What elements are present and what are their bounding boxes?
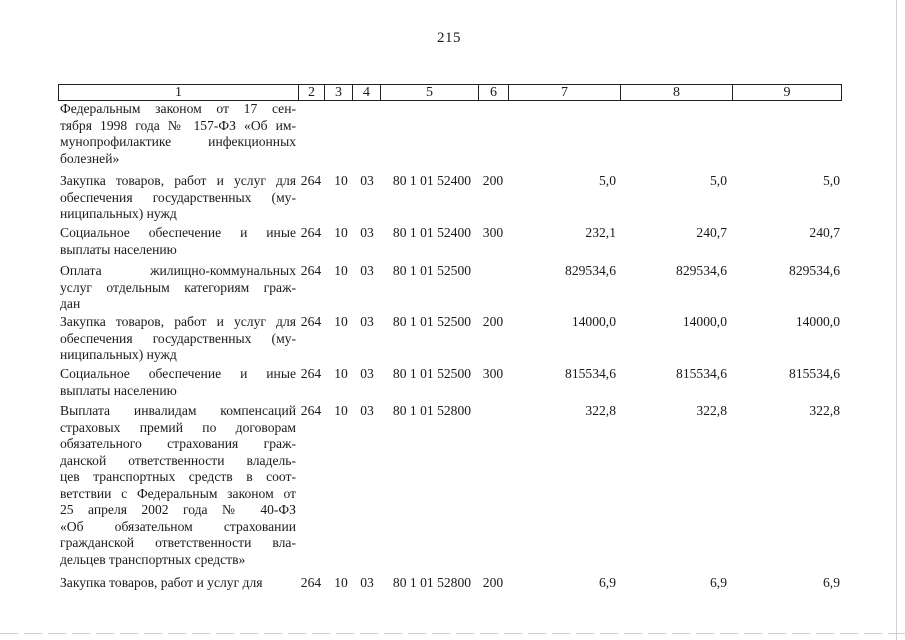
cell-c4: 03 (360, 403, 374, 418)
description-line: «Об обязательном страховании (60, 518, 296, 534)
page-number: 215 (437, 30, 461, 46)
cell-c8: 815534,6 (676, 366, 727, 381)
cell-c4: 03 (360, 225, 374, 240)
cell-c7: 14000,0 (571, 314, 616, 329)
cell-c7: 232,1 (585, 225, 616, 240)
cell-c3: 10 (334, 173, 348, 188)
cell-c9: 322,8 (809, 403, 840, 418)
row-description (60, 575, 296, 592)
cell-c4: 03 (360, 173, 374, 188)
column-header-1: 1 (59, 85, 299, 100)
cell-c3: 10 (334, 263, 348, 278)
cell-c5: 80 1 01 52800 (392, 575, 472, 590)
row-description (60, 366, 296, 399)
cell-c4: 03 (360, 366, 374, 381)
description-line: Закупка товаров, работ и услуг для (60, 173, 296, 188)
row-description (60, 403, 296, 568)
cell-c6: 200 (482, 314, 504, 329)
cell-c2: 264 (300, 173, 322, 188)
cell-c5: 80 1 01 52800 (392, 403, 472, 418)
description-line: тября 1998 года № 157-ФЗ «Об им- (60, 117, 296, 133)
description-line: болезней» (60, 150, 120, 166)
column-header-6: 6 (479, 85, 509, 100)
description-line: Социальное обеспечение и иные (60, 366, 296, 381)
cell-c2: 264 (300, 225, 322, 240)
description-line: мунопрофилактике инфекционных (60, 134, 296, 149)
description-line: 25 апреля 2002 года № 40-ФЗ (60, 502, 296, 517)
cell-c3: 10 (334, 366, 348, 381)
row-description (60, 101, 296, 167)
cell-c7: 5,0 (599, 173, 616, 188)
cell-c5: 80 1 01 52500 (392, 263, 472, 278)
column-header-3: 3 (325, 85, 353, 100)
description-line: данской ответственности владель- (60, 452, 296, 468)
description-line: Федеральным законом от 17 сен- (60, 101, 296, 116)
row-description (60, 263, 296, 313)
cell-c3: 10 (334, 225, 348, 240)
description-line: Закупка товаров, работ и услуг для (60, 575, 263, 590)
scan-edge-bottom (0, 633, 905, 634)
cell-c2: 264 (300, 263, 322, 278)
cell-c8: 6,9 (710, 575, 727, 590)
cell-c5: 80 1 01 52400 (392, 225, 472, 240)
cell-c9: 5,0 (823, 173, 840, 188)
cell-c8: 5,0 (710, 173, 727, 188)
table-row (58, 225, 842, 258)
description-line: цев транспортных средств в соот- (60, 469, 296, 484)
description-line: ветствии с Федеральным законом от (60, 485, 296, 501)
cell-c7: 322,8 (585, 403, 616, 418)
cell-c5: 80 1 01 52500 (392, 366, 472, 381)
description-line: Выплата инвалидам компенсаций (60, 403, 296, 418)
table-row (58, 314, 842, 364)
description-line: дельцев транспортных средств» (60, 551, 246, 567)
cell-c3: 10 (334, 314, 348, 329)
column-header-4: 4 (353, 85, 381, 100)
table-row (58, 403, 842, 568)
scan-edge-right (896, 0, 897, 640)
description-line: Оплата жилищно-коммунальных (60, 263, 296, 278)
description-line: обеспечения государственных (му- (60, 330, 296, 346)
cell-c6: 300 (482, 366, 504, 381)
row-description (60, 314, 296, 364)
cell-c4: 03 (360, 314, 374, 329)
cell-c8: 14000,0 (682, 314, 727, 329)
description-line: обеспечения государственных (му- (60, 189, 296, 205)
cell-c8: 322,8 (696, 403, 727, 418)
description-line: выплаты населению (60, 241, 177, 257)
cell-c9: 6,9 (823, 575, 840, 590)
table-row (58, 575, 842, 592)
row-description (60, 225, 296, 258)
cell-c9: 815534,6 (789, 366, 840, 381)
description-line: ниципальных) нужд (60, 347, 177, 362)
description-line: обязательного страхования граж- (60, 436, 296, 451)
description-line: ниципальных) нужд (60, 206, 177, 221)
cell-c2: 264 (300, 575, 322, 590)
row-description (60, 173, 296, 223)
description-line: Социальное обеспечение и иные (60, 225, 296, 240)
column-header-2: 2 (299, 85, 325, 100)
cell-c5: 80 1 01 52400 (392, 173, 472, 188)
cell-c9: 14000,0 (795, 314, 840, 329)
table-row (58, 263, 842, 313)
cell-c6: 200 (482, 575, 504, 590)
table-row (58, 366, 842, 399)
cell-c6: 200 (482, 173, 504, 188)
cell-c2: 264 (300, 366, 322, 381)
cell-c2: 264 (300, 314, 322, 329)
description-line: страховых премий по договорам (60, 419, 296, 435)
cell-c7: 6,9 (599, 575, 616, 590)
column-header-8: 8 (621, 85, 733, 100)
cell-c7: 815534,6 (565, 366, 616, 381)
column-header-5: 5 (381, 85, 479, 100)
cell-c9: 829534,6 (789, 263, 840, 278)
description-line: гражданской ответственности вла- (60, 535, 296, 550)
cell-c7: 829534,6 (565, 263, 616, 278)
description-line: выплаты населению (60, 382, 177, 398)
cell-c5: 80 1 01 52500 (392, 314, 472, 329)
cell-c9: 240,7 (809, 225, 840, 240)
cell-c4: 03 (360, 575, 374, 590)
table-row (58, 173, 842, 223)
description-line: дан (60, 296, 81, 311)
cell-c3: 10 (334, 403, 348, 418)
table-row (58, 101, 842, 167)
table-header (58, 84, 842, 101)
cell-c8: 240,7 (696, 225, 727, 240)
cell-c3: 10 (334, 575, 348, 590)
cell-c2: 264 (300, 403, 322, 418)
description-line: услуг отдельным категориям граж- (60, 279, 296, 295)
description-line: Закупка товаров, работ и услуг для (60, 314, 296, 329)
column-header-9: 9 (783, 85, 791, 100)
cell-c6: 300 (482, 225, 504, 240)
cell-c4: 03 (360, 263, 374, 278)
column-header-7: 7 (509, 85, 621, 100)
cell-c8: 829534,6 (676, 263, 727, 278)
